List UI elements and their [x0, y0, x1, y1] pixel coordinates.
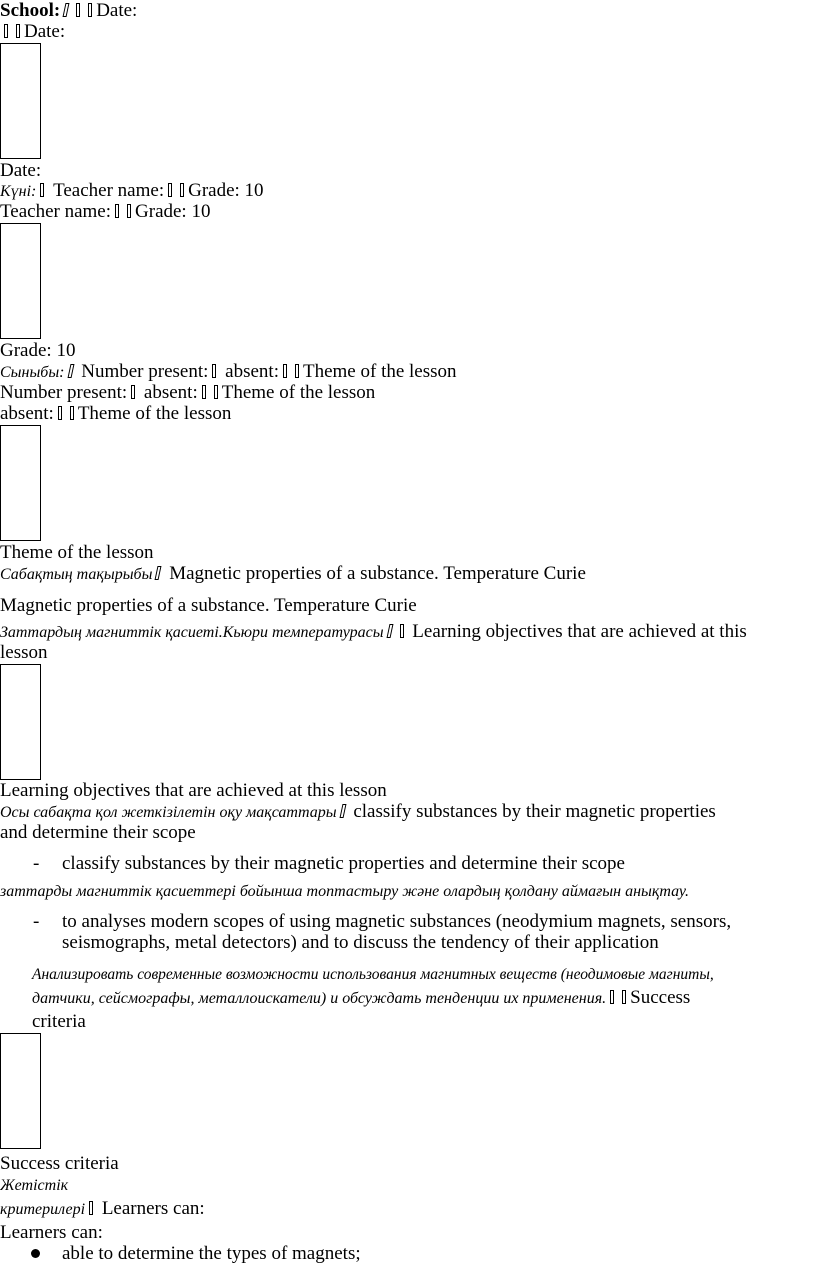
objectives-kaz-label: Осы сабақта қол жеткізілетін оқу мақсаттары — [0, 804, 337, 821]
empty-cell-box — [0, 223, 41, 339]
theme-label-standalone: Theme of the lesson — [0, 542, 154, 563]
school-line — [0, 0, 137, 22]
date-label-standalone: Date: — [0, 160, 42, 181]
box-glyph-icon — [295, 364, 299, 378]
slash-glyph-icon — [155, 566, 162, 580]
box-glyph-icon — [131, 385, 135, 399]
slash-glyph-icon — [63, 3, 70, 17]
theme-label: Theme of the lesson — [77, 403, 232, 424]
teacher-label: Teacher name: — [0, 201, 112, 222]
box-glyph-icon — [180, 183, 184, 197]
list-dash: - — [33, 853, 40, 874]
teacher-line — [0, 201, 210, 223]
box-glyph-icon — [202, 385, 206, 399]
number-present-label: Number present: — [81, 361, 209, 382]
date-line — [0, 21, 65, 43]
theme-value: Magnetic properties of a substance. Temperature Curie — [169, 563, 586, 584]
success-label-line2: criteria — [32, 1011, 86, 1032]
objective-item1-line2: and determine their scope — [0, 822, 196, 843]
success-label: Success — [630, 987, 691, 1008]
theme-kaz-value-line — [0, 621, 747, 644]
box-glyph-icon — [58, 406, 62, 420]
synyby-line — [0, 361, 457, 384]
box-glyph-icon — [40, 183, 44, 197]
box-glyph-icon — [622, 990, 626, 1004]
objective-item2-ru-line2: датчики, сейсмографы, металлоискатели) и обсуждать тенденции их применения. — [32, 990, 607, 1007]
theme-value-line: Magnetic properties of a substance. Temperature Curie — [0, 595, 417, 616]
box-glyph-icon — [16, 24, 20, 38]
objectives-label-line2: lesson — [0, 642, 48, 663]
box-glyph-icon — [212, 364, 216, 378]
box-glyph-icon — [4, 24, 8, 38]
box-glyph-icon — [283, 364, 287, 378]
date-label: Date: — [96, 0, 138, 21]
box-glyph-icon — [88, 3, 92, 17]
date-label: Date: — [24, 21, 66, 42]
number-present-line — [0, 382, 375, 404]
objective-item1: classify substances by their magnetic properties and determine their scope — [62, 853, 625, 874]
objective-item2-line1: to analyses modern scopes of using magnetic substances (neodymium magnets, sensors, — [62, 911, 732, 932]
absent-label: absent: — [143, 382, 198, 403]
success-kaz-line2 — [0, 1198, 205, 1221]
absent-label: absent: — [225, 361, 279, 382]
grade-label: Grade: 10 — [188, 180, 264, 201]
grade-label: Grade: 10 — [135, 201, 211, 222]
box-glyph-icon — [127, 204, 131, 218]
objective-item1-line1: classify substances by their magnetic properties — [353, 801, 716, 822]
learners-can-standalone: Learners can: — [0, 1222, 103, 1243]
box-glyph-icon — [400, 624, 404, 638]
absent-line — [0, 403, 231, 425]
grade-label-standalone: Grade: 10 — [0, 340, 76, 361]
list-dash: - — [33, 911, 40, 932]
box-glyph-icon — [115, 204, 119, 218]
empty-cell-box — [0, 1033, 41, 1149]
objectives-kaz-line — [0, 801, 716, 824]
empty-cell-box — [0, 425, 41, 541]
absent-label: absent: — [0, 403, 54, 424]
kuni-line — [0, 180, 264, 203]
success-label-standalone: Success criteria — [0, 1153, 119, 1174]
objectives-label-line1: Learning objectives that are achieved at this — [412, 621, 747, 642]
learners-can-label: Learners can: — [101, 1198, 205, 1219]
empty-cell-box — [0, 43, 41, 159]
bullet-icon — [31, 1249, 40, 1258]
synyby-label: Сыныбы: — [0, 364, 65, 381]
box-glyph-icon — [168, 183, 172, 197]
box-glyph-icon — [89, 1201, 93, 1215]
slash-glyph-icon — [386, 624, 393, 638]
objective-item1-kaz: заттарды магниттік қасиеттері бойынша топтастыру және олардың қолдану аймағын анықтау. — [0, 883, 689, 900]
success-kaz-line1: Жетістік — [0, 1177, 69, 1194]
success-bullet1: able to determine the types of magnets; — [62, 1243, 361, 1264]
box-glyph-icon — [76, 3, 80, 17]
slash-glyph-icon — [339, 804, 346, 818]
box-glyph-icon — [70, 406, 74, 420]
theme-kaz-label: Сабақтың тақырыбы — [0, 566, 153, 583]
box-glyph-icon — [214, 385, 218, 399]
theme-label: Theme of the lesson — [221, 382, 376, 403]
empty-cell-box — [0, 664, 41, 780]
objective-item2-ru-line2-row — [32, 987, 690, 1010]
box-glyph-icon — [610, 990, 614, 1004]
objectives-label-standalone: Learning objectives that are achieved at this lesson — [0, 780, 387, 801]
teacher-label: Teacher name: — [53, 180, 165, 201]
objective-item2-ru-line1: Анализировать современные возможности использования магнитных веществ (неодимовые магниты, — [32, 966, 714, 983]
theme-label: Theme of the lesson — [302, 361, 457, 382]
theme-kaz-line — [0, 563, 586, 586]
theme-kaz-value: Заттардың магниттік қасиеті.Кьюри температурасы — [0, 624, 384, 641]
school-label: School: — [0, 0, 61, 21]
objective-item2-line2: seismographs, metal detectors) and to discuss the tendency of their application — [62, 932, 659, 953]
slash-glyph-icon — [67, 364, 74, 378]
number-present-label: Number present: — [0, 382, 128, 403]
success-kaz-label: критерилері — [0, 1201, 86, 1218]
kuni-label: Күні: — [0, 183, 37, 200]
